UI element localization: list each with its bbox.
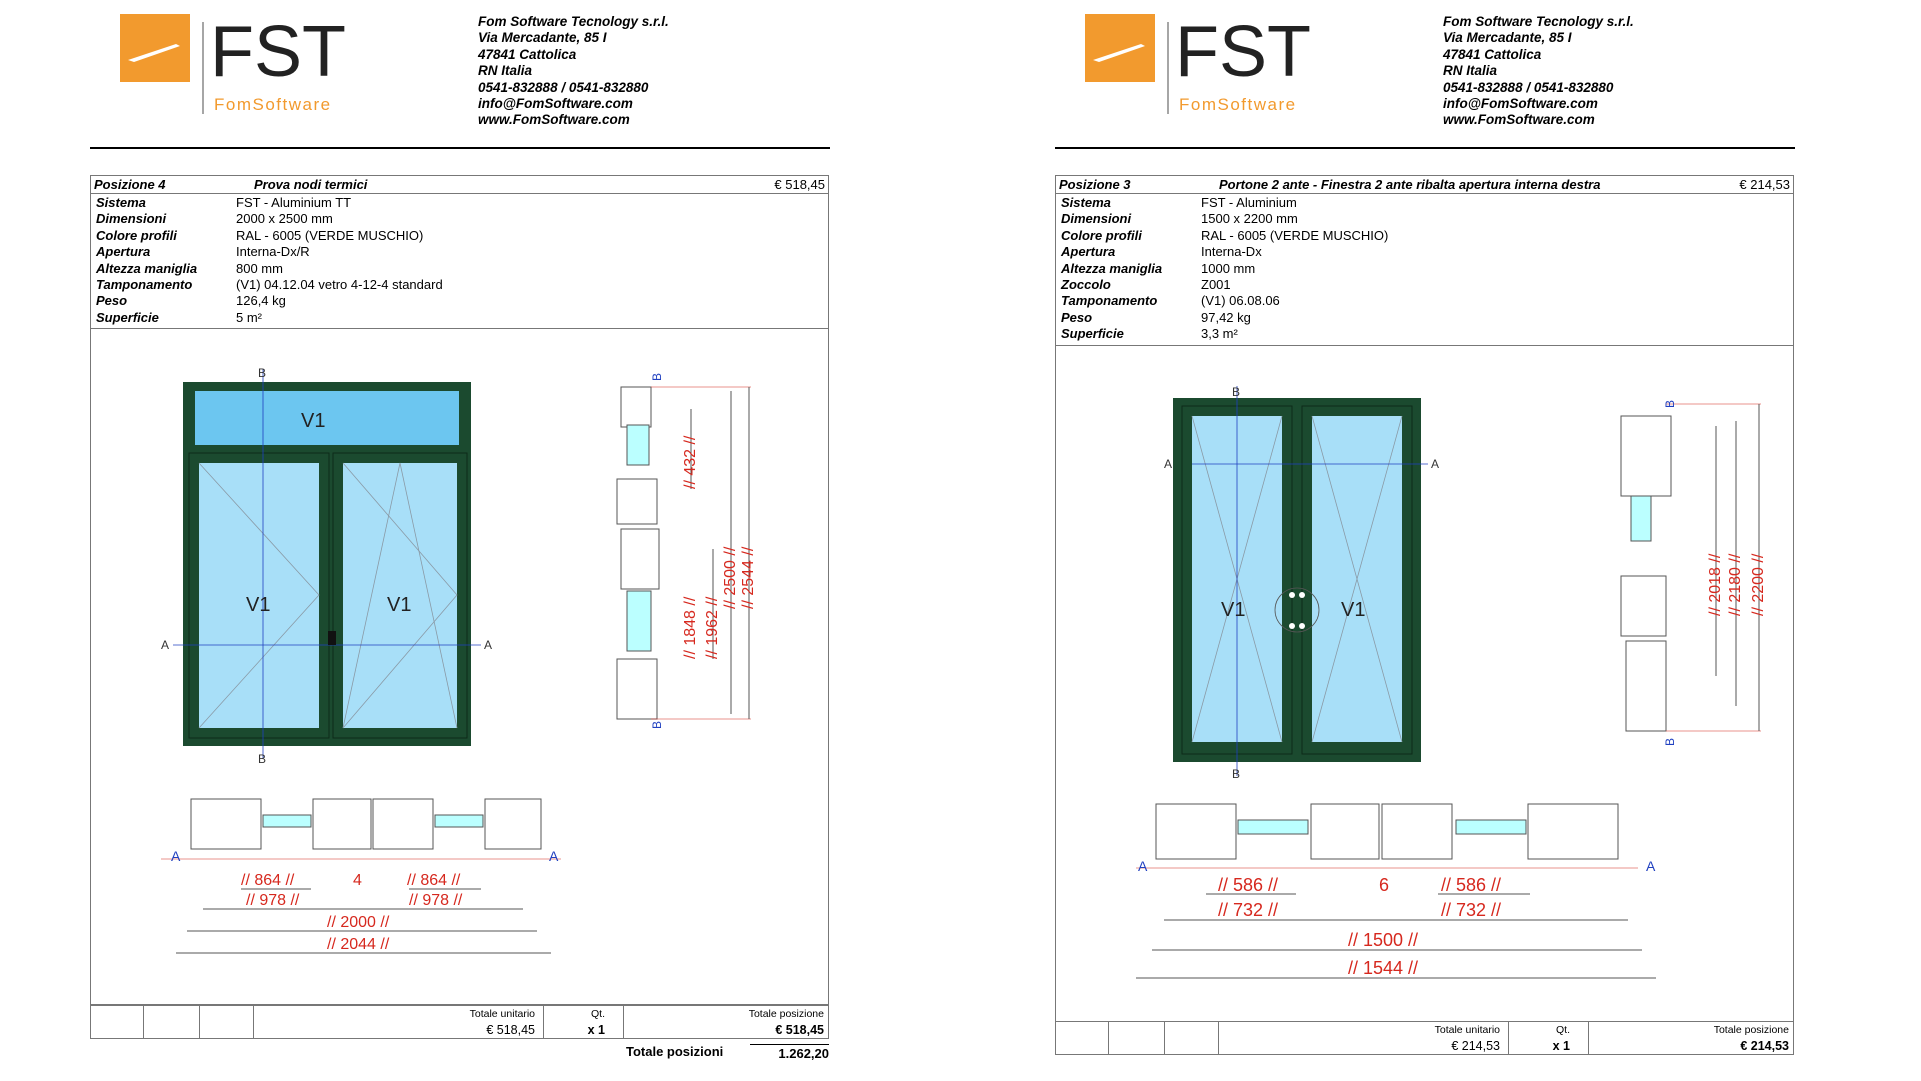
footer-total-value: € 518,45: [775, 1023, 824, 1037]
section-a-left: A: [1164, 456, 1173, 471]
footer-qty-cell: [1508, 1022, 1589, 1054]
door-elevation: [1164, 385, 1439, 781]
dim-2180: // 2180 //: [1727, 553, 1744, 616]
position-number: Posizione 4: [94, 177, 166, 192]
footer-cell: [199, 1006, 254, 1038]
footer-qty-label: Qt.: [1555, 1024, 1570, 1036]
spec-row-tamponamento: [1061, 293, 1793, 309]
footer-total-cell: [1588, 1022, 1793, 1054]
footer-unit-value: € 518,45: [486, 1023, 535, 1037]
section-b-bottom: B: [258, 752, 267, 767]
company-logo: [1085, 14, 1315, 120]
horizontal-section: [161, 799, 561, 953]
footer-unit-label: Totale unitario: [469, 1008, 535, 1020]
offer-page-right: [1055, 0, 1795, 1081]
company-website: www.FomSoftware.com: [1443, 112, 1595, 128]
company-city: 47841 Cattolica: [1443, 46, 1542, 62]
dim-overall: // 1544 //: [1348, 957, 1419, 978]
company-name: Fom Software Tecnology s.r.l.: [1443, 14, 1634, 29]
dim-sash-left: // 732 //: [1218, 899, 1279, 920]
dim-leaf-right: // 864 //: [407, 872, 461, 890]
footer-total-label: Totale posizione: [748, 1008, 824, 1020]
footer-unit-cell: [1218, 1022, 1509, 1054]
glass-label-left: V1: [1221, 598, 1246, 621]
spec-key: Superficie: [96, 309, 159, 325]
fst-logo-icon: [120, 14, 350, 120]
footer-unit-cell: [253, 1006, 544, 1038]
logo-subtitle: FomSoftware: [214, 95, 332, 114]
grand-total-rule: [750, 1044, 829, 1045]
footer-qty-value: x 1: [1552, 1039, 1570, 1053]
company-street: Via Mercadante, 85 I: [478, 30, 607, 46]
spec-value: 2000 x 2500 mm: [236, 211, 333, 227]
glass-label-right: V1: [1341, 598, 1366, 621]
section-b-bottom: B: [1232, 766, 1241, 781]
glass-label-top: V1: [301, 410, 326, 433]
company-city: 47841 Cattolica: [478, 46, 577, 62]
dim-sash-left: // 978 //: [246, 892, 300, 910]
footer-unit-label: Totale unitario: [1434, 1024, 1500, 1036]
spec-row-zoccolo: [1061, 277, 1793, 293]
section-b-top: B: [1232, 384, 1241, 399]
spec-table: [1056, 194, 1793, 346]
spec-row-peso: [1061, 310, 1793, 326]
door-drawing: [1056, 346, 1793, 1006]
position-panel: [1055, 175, 1794, 1022]
offer-page-left: [90, 0, 830, 1081]
dim-2200: // 2200 //: [1750, 553, 1767, 616]
company-email: info@FomSoftware.com: [1443, 96, 1598, 112]
spec-value: 1000 mm: [1201, 260, 1256, 276]
spec-row-tamponamento: [96, 277, 828, 293]
footer-qty-value: x 1: [587, 1023, 605, 1037]
window-drawing: [91, 329, 828, 989]
grand-total-label: Totale posizioni: [626, 1044, 724, 1059]
position-footer: [90, 1005, 829, 1039]
dim-432: // 432 //: [682, 435, 699, 490]
company-logo: [120, 14, 350, 120]
logo-mark: FST: [210, 14, 346, 92]
spec-row-colore: [1061, 228, 1793, 244]
dim-width: // 1500 //: [1348, 929, 1419, 950]
dim-sash-right: // 978 //: [409, 892, 463, 910]
dim-gap: 4: [353, 872, 362, 890]
grand-total-value: 1.262,20: [778, 1046, 829, 1061]
window-elevation: [161, 366, 492, 766]
header-divider: [1055, 147, 1795, 149]
company-email: info@FomSoftware.com: [478, 96, 633, 112]
spec-value: 800 mm: [236, 260, 283, 276]
spec-row-apertura: [1061, 244, 1793, 260]
spec-row-superficie: [1061, 326, 1793, 342]
spec-value: (V1) 06.08.06: [1201, 293, 1280, 309]
footer-cell: [1056, 1022, 1109, 1054]
dim-width: // 2000 //: [327, 914, 390, 932]
spec-key: Sistema: [1061, 195, 1111, 210]
section-b-top: B: [258, 366, 267, 381]
dim-leaf-left: // 864 //: [241, 872, 295, 890]
company-phone: 0541-832888 / 0541-832880: [478, 79, 649, 95]
vertical-section: [617, 373, 757, 729]
spec-table: [91, 194, 828, 329]
spec-value: 126,4 kg: [236, 293, 286, 309]
footer-cell: [1108, 1022, 1165, 1054]
footer-total-label: Totale posizione: [1713, 1024, 1789, 1036]
spec-key: Tamponamento: [1061, 293, 1158, 309]
glass-label-left: V1: [246, 594, 271, 617]
spec-row-sistema: [96, 195, 828, 211]
logo-mark: FST: [1175, 14, 1311, 92]
footer-cell: [91, 1006, 144, 1038]
section-a-left: A: [171, 848, 181, 865]
technical-drawing: [91, 329, 828, 989]
section-a-left: A: [1138, 857, 1148, 874]
dim-leaf-left: // 586 //: [1218, 874, 1279, 895]
footer-cell: [143, 1006, 200, 1038]
spec-row-altezza-maniglia: [1061, 261, 1793, 277]
spec-key: Superficie: [1061, 326, 1124, 342]
spec-row-peso: [96, 293, 828, 309]
spec-value: RAL - 6005 (VERDE MUSCHIO): [1201, 227, 1389, 243]
spec-value: Interna-Dx: [1201, 244, 1262, 260]
company-country: RN Italia: [478, 63, 533, 79]
spec-key: Dimensioni: [96, 211, 167, 227]
section-b-label: B: [650, 373, 664, 382]
company-address: [478, 14, 669, 129]
spec-key: Altezza maniglia: [1061, 260, 1163, 276]
spec-key: Colore profili: [96, 227, 177, 243]
logo-subtitle: FomSoftware: [1179, 95, 1297, 114]
footer-total-value: € 214,53: [1740, 1039, 1789, 1053]
section-a-right: A: [1646, 857, 1656, 874]
header-divider: [90, 147, 830, 149]
spec-key: Dimensioni: [1061, 211, 1132, 227]
spec-key: Tamponamento: [96, 276, 193, 292]
spec-key: Altezza maniglia: [96, 260, 198, 276]
spec-value: FST - Aluminium: [1201, 195, 1297, 210]
fst-logo-icon: [1085, 14, 1315, 120]
section-a-right: A: [484, 638, 493, 653]
position-title: Prova nodi termici: [254, 177, 368, 192]
footer-cell: [1164, 1022, 1219, 1054]
spec-key: Zoccolo: [1061, 276, 1111, 292]
glass-label-right: V1: [387, 594, 412, 617]
dim-2018: // 2018 //: [1707, 553, 1724, 616]
spec-value: FST - Aluminium TT: [236, 195, 352, 210]
footer-total-cell: [623, 1006, 828, 1038]
spec-value: 3,3 m²: [1201, 326, 1238, 342]
section-a-right: A: [549, 848, 559, 865]
spec-value: (V1) 04.12.04 vetro 4-12-4 standard: [236, 276, 443, 292]
spec-value: Z001: [1201, 276, 1231, 292]
spec-value: 97,42 kg: [1201, 309, 1251, 325]
company-country: RN Italia: [1443, 63, 1498, 79]
position-title: Portone 2 ante - Finestra 2 ante ribalta apertura interna destra: [1219, 177, 1601, 192]
spec-key: Colore profili: [1061, 227, 1142, 243]
vertical-section: [1621, 400, 1767, 746]
spec-row-superficie: [96, 310, 828, 326]
spec-key: Apertura: [1061, 244, 1116, 260]
company-phone: 0541-832888 / 0541-832880: [1443, 79, 1614, 95]
footer-unit-value: € 214,53: [1451, 1039, 1500, 1053]
section-a-left: A: [161, 638, 170, 653]
dim-overall: // 2044 //: [327, 936, 390, 954]
dim-2544: // 2544 //: [740, 546, 757, 610]
company-address: [1443, 14, 1634, 129]
position-price: € 518,45: [774, 177, 825, 192]
position-header: [1056, 176, 1793, 194]
position-price: € 214,53: [1739, 177, 1790, 192]
position-number: Posizione 3: [1059, 177, 1131, 192]
spec-key: Sistema: [96, 195, 146, 210]
position-footer: [1055, 1021, 1794, 1055]
footer-qty-label: Qt.: [590, 1008, 605, 1020]
spec-row-apertura: [96, 244, 828, 260]
dim-sash-right: // 732 //: [1441, 899, 1502, 920]
spec-row-altezza-maniglia: [96, 261, 828, 277]
spec-value: 1500 x 2200 mm: [1201, 211, 1298, 227]
section-b-label: B: [1663, 737, 1677, 746]
company-street: Via Mercadante, 85 I: [1443, 30, 1572, 46]
position-panel: [90, 175, 829, 1005]
spec-row-colore: [96, 228, 828, 244]
spec-key: Peso: [1061, 309, 1093, 325]
section-b-label: B: [1663, 399, 1677, 408]
footer-qty-cell: [543, 1006, 624, 1038]
dim-1848: // 1848 //: [682, 596, 699, 660]
dim-gap: 6: [1379, 874, 1390, 895]
spec-value: Interna-Dx/R: [236, 244, 310, 260]
spec-key: Peso: [96, 293, 128, 309]
spec-row-dimensioni: [1061, 211, 1793, 227]
dim-leaf-right: // 586 //: [1441, 874, 1502, 895]
dim-2500: // 2500 //: [722, 546, 739, 610]
company-name: Fom Software Tecnology s.r.l.: [478, 14, 669, 29]
spec-value: RAL - 6005 (VERDE MUSCHIO): [236, 227, 424, 243]
position-header: [91, 176, 828, 194]
technical-drawing: [1056, 346, 1793, 1006]
section-a-right: A: [1431, 456, 1440, 471]
horizontal-section: [1136, 804, 1656, 978]
spec-value: 5 m²: [236, 309, 262, 325]
spec-row-sistema: [1061, 195, 1793, 211]
company-website: www.FomSoftware.com: [478, 112, 630, 128]
dim-1962: // 1962 //: [704, 596, 721, 660]
spec-row-dimensioni: [96, 211, 828, 227]
spec-key: Apertura: [96, 244, 151, 260]
section-b-label: B: [650, 721, 664, 730]
